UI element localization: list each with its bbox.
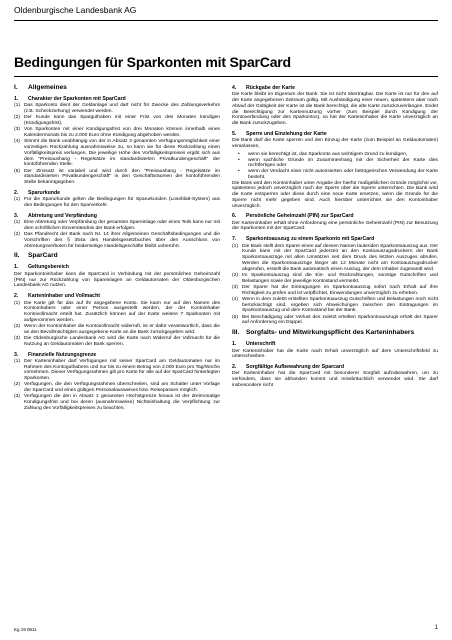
paragraph-text: Der Sparer hat die Eintragungen im Sparkontoauszug sofort nach Erhalt auf ihre Richtigkeit zu prüfen und ist verpflichtet, Einwendungen unverzüglich zu erheben.	[242, 284, 438, 296]
paragraph-marker: (1)	[14, 220, 20, 226]
clause-heading	[232, 131, 438, 137]
numbered-paragraph	[14, 336, 220, 348]
heading-number: 4.	[232, 85, 237, 91]
heading-number: 3.	[14, 351, 19, 358]
heading-title: Sparurkunde	[28, 189, 60, 196]
heading-number: 2.	[14, 189, 19, 196]
paragraph-text: Verfügungen die den in Absatz 1 genannten Höchstgrenze hinaus ist der dreimonatige Kündigungsfrist und bei deren (ausnahmsweise) Nichteinhaltung die Verpflichtung zur Zahlung des Vorfälligkeitspreises zu beachten.	[24, 394, 220, 411]
section-heading	[14, 252, 220, 260]
heading-number: 7.	[232, 236, 237, 243]
paragraph-marker: (2)	[14, 382, 20, 388]
paragraph-marker: (3)	[232, 284, 238, 290]
numbered-paragraph	[232, 315, 438, 327]
heading-number: 3.	[14, 212, 19, 219]
heading-title: Allgemeines	[28, 84, 67, 91]
heading-title: Unterschrift	[246, 341, 276, 348]
numbered-paragraph	[232, 297, 438, 314]
title-divider	[14, 76, 438, 77]
paragraph-marker: (1)	[14, 103, 20, 109]
paragraph-text: Die Oldenburgische Landesbank AG wird die Karte nach Widerruf der Vollmacht für die Nutzung an Geldautomaten der Bank sperren.	[24, 336, 220, 347]
left-column	[14, 81, 220, 412]
paragraph: Die Bank darf die Karte sperren und den Einzug der Karte (zum Beispiel an Geldautomaten) veranlassen,	[232, 138, 438, 150]
numbered-paragraph	[14, 220, 220, 232]
paragraph-text: Von Sparkonten mit einer Kündigungsfrist von drei Monaten können innerhalb eines Kalendermonats bis zu 2.000 Euro ohne Kündigung abgehoben werden.	[24, 127, 220, 139]
paragraph-text: Das Sparkonto dient der Geldanlage und darf nicht für Zwecke des Zahlungsverkehrs (z.B. Scheckziehung) verwendet werden.	[24, 103, 220, 115]
heading-number: 5.	[232, 130, 237, 137]
bullet-icon: •	[238, 151, 240, 157]
paragraph-text: Im Sparkontoauszug sind die Ein- und Rückzahlungen, sonstige Gutschriften und Belastungen sowie der jeweilige Kontostand vermerkt.	[242, 272, 438, 284]
numbered-paragraph	[14, 139, 220, 168]
paragraph-marker: (4)	[14, 139, 20, 145]
paragraph: Der Karteninhaber erhält ohne Anforderung eine persönliche Geheimzahl (PIN) zur Benutzung der Sparkonten mit der SparCard.	[232, 220, 438, 232]
bullet-icon: •	[238, 157, 240, 163]
page-number: 1	[434, 625, 438, 631]
bullet-text: wenn der Verdacht einer nicht autorisierten oder betrügerischen Verwendung der Karte besteht.	[248, 169, 438, 180]
heading-title: Abtretung und Verpfändung	[28, 212, 97, 219]
paragraph-marker: (2)	[232, 272, 238, 278]
numbered-paragraph	[14, 301, 220, 324]
clause-heading	[232, 213, 438, 219]
paragraph-text: Verfügungen, die den Verfügungsrahmen überschreiten, sind am Schalter unter Vorlage der SparCard und eines gültigen Personalausweises bzw. Reisepasses möglich.	[24, 382, 220, 394]
heading-title: Geltungsbereich	[28, 264, 69, 271]
paragraph: Der Karteninhaber hat die SparCard mit besonderer Sorgfalt aufzubewahren, um zu verhindern, dass sie abhanden kommt und missbräuchlich verwendet wird. Sie darf insbesondere nicht	[232, 371, 438, 388]
bullet-icon: •	[238, 169, 240, 175]
paragraph-text: Der Zinssatz ist variabel und wird durch den "Preisaushang - Regelsätze im standardisierten Privatkundengeschäft" in den Geschäftsräumen der kontoführenden Stelle bekanntgegeben.	[24, 168, 220, 186]
heading-number: I.	[14, 84, 18, 91]
bank-name-header: Oldenburgische Landesbank AG	[14, 5, 137, 15]
heading-number: III.	[232, 329, 240, 337]
heading-title: Karteninhaber und Vollmacht	[28, 293, 100, 300]
paragraph-marker: (5)	[14, 168, 20, 174]
clause-heading	[14, 96, 220, 102]
paragraph-text: Der Kunde kann das Sparguthaben mit einer Frist von drei Monaten kündigen (Kündigungsfrist).	[24, 115, 220, 127]
clause-heading	[14, 190, 220, 196]
paragraph: Der Sparkontoinhaber kann die SparCard in Verbindung mit der persönlichen Geheimzahl (PIN) nur zur Rückzahlung von Spareinlagen an Geldautomaten der Oldenburgischen Landesbank AG nutzen.	[14, 271, 220, 289]
heading-title: Finanzielle Nutzungsgrenze	[28, 351, 97, 358]
section-heading	[232, 329, 438, 337]
paragraph-marker: (1)	[14, 358, 20, 364]
numbered-paragraph	[232, 273, 438, 285]
paragraph-text: Eine Abtretung oder Verpfändung der gesamten Spareinlage oder eines Teils kann nur mit dem schriftlichen Einverständnis der Bank erfolgen.	[24, 220, 220, 231]
paragraph-marker: (2)	[14, 232, 20, 238]
numbered-paragraph	[232, 244, 438, 273]
heading-title: Rückgabe der Karte	[246, 85, 296, 91]
paragraph-text: Wenn in dem zuletzt erstellten Sparkontoauszug Gutschriften und Belastungen noch nicht berücksichtigt sind, ergeben sich Abweichungen zwischen den Eintragungen im Sparkontoauszug und dem Kontostand bei der Bank.	[242, 296, 438, 314]
paragraph-text: Bei Beschädigung oder Verlust des zuletzt erteilten Sparkontoauszugs erhält der Sparer auf Anforderung ein Doppel.	[242, 314, 438, 326]
heading-number: 1.	[14, 264, 19, 271]
paragraph-text: Das Pfandrecht der Bank nach Nr. 14 ihrer Allgemeinen Geschäftsbedingungen und die Vorschriften des § 354a des Handelsgesetzbuches über den Ausschluss von Abtretungsverboten für beiderseitige Handelsgeschäfte bleibt unberührt.	[24, 232, 220, 249]
bullet-item	[238, 158, 438, 170]
paragraph: Die Bank wird den Kontoinhaber unter Angabe der hierfür maßgeblichen Gründe möglichst vor, spätestens jedoch unverzüglich nach der Sperre über die Sperre unterrichten. Die Bank wird die Karte entsperren oder diese durch eine neue Karte ersetzen, wenn die Gründe für die Sperre nicht mehr gegeben sind. Auch hierüber unterrichtet sie den Kontoinhaber unverzüglich.	[232, 180, 438, 209]
paragraph-marker: (1)	[14, 197, 20, 203]
clause-heading	[14, 264, 220, 270]
heading-number: 1.	[14, 96, 19, 102]
heading-title: Sperre und Einziehung der Karte	[246, 130, 327, 137]
clause-heading	[232, 364, 438, 370]
paragraph: Der Karteninhaber hat die Karte nach Erhalt unverzüglich auf dem Unterschriftsfeld zu unterschreiben.	[232, 348, 438, 360]
paragraph-marker: (4)	[232, 296, 238, 302]
numbered-paragraph	[14, 103, 220, 115]
paragraph-marker: (1)	[14, 300, 20, 306]
right-column	[232, 81, 438, 391]
heading-title: Persönliche Geheimzahl (PIN) zur SparCard	[246, 213, 354, 220]
paragraph-text: Die Karte gilt für das auf ihr angegebene Konto. Sie kann nur auf den Namen des Kontoinhabers oder einer Person ausgestellt werden, der der Kontoinhaber Kontovollmacht erteilt hat. Zusätzlich können auf der Karte weitere 7 Sparkonten mit aufgenommen werden.	[24, 300, 220, 323]
heading-title: Charakter der Sparkonten mit SparCard	[28, 96, 126, 102]
numbered-paragraph	[14, 127, 220, 139]
page-title: Bedingungen für Sparkonten mit SparCard	[14, 54, 291, 70]
clause-heading	[232, 341, 438, 347]
section-heading	[14, 84, 220, 92]
numbered-paragraph	[14, 359, 220, 382]
clause-heading	[14, 213, 220, 219]
paragraph-marker: (3)	[14, 394, 20, 400]
numbered-paragraph	[14, 394, 220, 411]
bullet-text: wenn sie berechtigt ist, das Sparkonto aus wichtigem Grund zu kündigen,	[248, 151, 408, 157]
heading-number: II.	[14, 252, 20, 260]
paragraph-marker: (5)	[232, 314, 238, 320]
paragraph-text: Stimmt die Bank unabhängig von der in Absatz 3 genannten Verfügungsmöglichkeit einer vorzeitigen Rückzahlung ausnahmsweise zu, so kann sie für diese Rückzahlung einen Vorfälligkeitspreis verlangen. Die jeweilige Höhe des Vorfälligkeitspreises ergibt sich aus dem "Preisaushang - Regelsätze im standardisierten Privatkundengeschäft" der kontoführenden Stelle.	[24, 139, 220, 168]
bullet-item	[238, 169, 438, 181]
clause-heading	[232, 85, 438, 91]
heading-number: 2.	[14, 293, 19, 300]
numbered-paragraph	[14, 197, 220, 209]
bullet-text: wenn sachliche Gründe im Zusammenhang mit der Sicherheit der Karte dies rechtfertigen oder	[248, 157, 438, 169]
clause-heading	[14, 352, 220, 358]
clause-heading	[232, 236, 438, 242]
heading-title: Sorgfältige Aufbewahrung der Sparcard	[246, 364, 345, 371]
numbered-paragraph	[14, 115, 220, 127]
numbered-paragraph	[14, 169, 220, 186]
form-code: Kg 19 0611	[14, 627, 37, 632]
paragraph-text: Der Karteninhaber darf Verfügungen mit seiner SparCard am Geldautomaten nur im Rahmen des Kontoguthabens und nur bis zu einem Betrag von 2.000 Euro pro Tag/Woche vornehmen. Dieser Verfügungsrahmen gilt pro Karte für alle auf der SparCard hinterlegten Sparkonten.	[24, 358, 220, 382]
paragraph-text: Die Bank stellt dem Sparer einen auf dessen Namen lautenden Sparkontoauszug aus. Der Kunde kann mit der SparCard jederzeit an den Kontoauszugsdruckern der Bank Sparkontoauszüge mit allen Umsätzen seit dem Druck des letzten Auszuges abrufen. Werden die Sparkontoauszüge länger als 12 Monate nicht am Kontoauszugsdrucker abgerufen, erstellt die Bank automatisch einen Auszug, der dem Inhaber zugesandt wird.	[242, 243, 439, 272]
heading-title: Sorgfalts- und Mitwirkungspflicht des Karteninhabers	[246, 329, 415, 337]
header-divider	[14, 20, 438, 21]
numbered-paragraph	[232, 285, 438, 297]
paragraph-marker: (3)	[14, 336, 20, 342]
paragraph-marker: (2)	[14, 324, 20, 330]
paragraph-text: Für die Sparurkunde gelten die Bedingungen für Sparurkunden (Loseblatt-System) aus den Bedingungen für den Sparverkehr.	[24, 197, 220, 209]
heading-number: 6.	[232, 213, 237, 220]
paragraph: Die Karte bleibt im Eigentum der Bank. Sie ist nicht übertragbar. Die Karte ist nur für den auf der Karte angegebenen Zeitraum gültig. Mit Aushändigung einer neuen, spätestens aber nach Ablauf der Gültigkeit der Karte ist die Bank berechtigt, die alte Karte zurückzuverlangen. Endet die Berechtigung zur Kartennutzung vorher (zum Beispiel durch Kündigung der Kontoverbindung oder des Sparkontos), so hat der Karteninhaber die Karte unverzüglich an die Bank zurückzugeben.	[232, 92, 438, 127]
paragraph-marker: (3)	[14, 127, 20, 133]
heading-title: Sparkontoauszug zu einem Sparkonto mit SparCard	[246, 236, 375, 243]
heading-title: SparCard	[28, 252, 58, 260]
clause-heading	[14, 293, 220, 299]
paragraph-text: Wenn der Kontoinhaber die Kontovollmacht widerruft, ist er dafür verantwortlich, dass die an den Bevollmächtigten ausgegebene Karte an die Bank zurückgegeben wird.	[24, 324, 220, 335]
paragraph-marker: (2)	[14, 115, 20, 121]
numbered-paragraph	[14, 382, 220, 394]
heading-number: 2.	[232, 364, 237, 371]
paragraph-marker: (1)	[232, 243, 238, 249]
numbered-paragraph	[14, 232, 220, 249]
heading-number: 1.	[232, 341, 237, 348]
numbered-paragraph	[14, 324, 220, 336]
